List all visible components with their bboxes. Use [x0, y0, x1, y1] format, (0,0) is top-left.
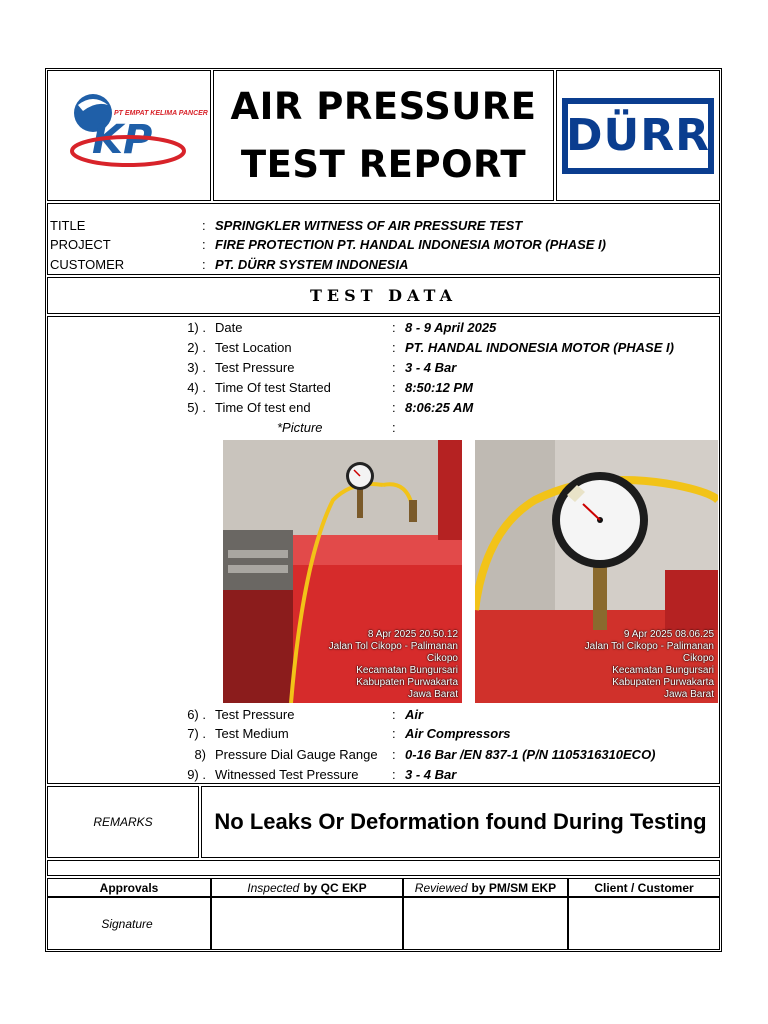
- photo-b-timestamp: 9 Apr 2025 08.06.25 Jalan Tol Cikopo - Palimanan Cikopo Kecamatan Bungursari Kabupaten Purwakarta Jawa Barat: [584, 629, 714, 700]
- ekp-letters: KP: [92, 117, 153, 163]
- remarks-text-cell: [201, 786, 720, 858]
- test-data-heading-box: [47, 277, 720, 314]
- ekp-logo: [47, 70, 211, 201]
- remarks-label: REMARKS: [93, 815, 153, 829]
- inspected-header: Inspected by QC EKP: [211, 878, 403, 897]
- reviewed-header: Reviewed by PM/SM EKP: [403, 878, 568, 897]
- data-row: 8) Pressure Dial Gauge Range : 0-16 Bar /EN 837-1 (P/N 1105316310ECO): [194, 747, 656, 762]
- photo-a-timestamp: 8 Apr 2025 20.50.12 Jalan Tol Cikopo - Palimanan Cikopo Kecamatan Bungursari Kabupaten Purwakarta Jawa Barat: [328, 629, 458, 700]
- photo-test-start: [223, 440, 462, 703]
- durr-logo: [556, 70, 720, 201]
- durr-logo-text: DÜRR: [566, 109, 711, 161]
- data-row: 1) . Date : 8 - 9 April 2025: [187, 320, 497, 335]
- info-row-title: TITLE : SPRINGKLER WITNESS OF AIR PRESSURE TEST: [50, 218, 523, 233]
- info-row-customer: CUSTOMER : PT. DÜRR SYSTEM INDONESIA: [50, 257, 409, 272]
- client-signature-cell: [568, 897, 720, 950]
- reviewed-signature-cell: [403, 897, 568, 950]
- client-header: Client / Customer: [568, 878, 720, 897]
- approvals-header: Approvals: [47, 878, 211, 897]
- inspected-signature-cell: [211, 897, 403, 950]
- data-row: 4) . Time Of test Started : 8:50:12 PM: [187, 380, 473, 395]
- photo-test-end: [475, 440, 718, 703]
- spacer-row: [47, 860, 720, 876]
- ekp-logo-graphic: [48, 71, 212, 202]
- title-line-2: TEST REPORT: [240, 142, 527, 186]
- report-info: [47, 203, 720, 275]
- data-row: 3) . Test Pressure : 3 - 4 Bar: [187, 360, 457, 375]
- remarks-label-cell: [47, 786, 199, 858]
- picture-row: *Picture :: [48, 418, 719, 438]
- data-row: 6) . Test Pressure : Air: [187, 707, 424, 722]
- data-row: 9) . Witnessed Test Pressure : 3 - 4 Bar: [187, 767, 457, 782]
- data-row: 2) . Test Location : PT. HANDAL INDONESIA MOTOR (PHASE I): [187, 340, 674, 355]
- report-title: [213, 70, 554, 201]
- data-row: 5) . Time Of test end : 8:06:25 AM: [187, 400, 474, 415]
- remarks-text: No Leaks Or Deformation found During Testing: [214, 809, 707, 834]
- ekp-tagline: PT EMPAT KELIMA PANCER: [114, 110, 208, 117]
- test-data-heading: TEST DATA: [310, 286, 457, 305]
- signature-label-cell: [47, 897, 211, 950]
- title-line-1: AIR PRESSURE: [230, 84, 537, 128]
- info-row-project: PROJECT : FIRE PROTECTION PT. HANDAL INDONESIA MOTOR (PHASE I): [50, 237, 606, 252]
- test-data-section: [47, 316, 720, 784]
- signature-label: Signature: [101, 916, 153, 931]
- data-row: 7) . Test Medium : Air Compressors: [187, 726, 511, 741]
- picture-label: *Picture: [277, 420, 323, 435]
